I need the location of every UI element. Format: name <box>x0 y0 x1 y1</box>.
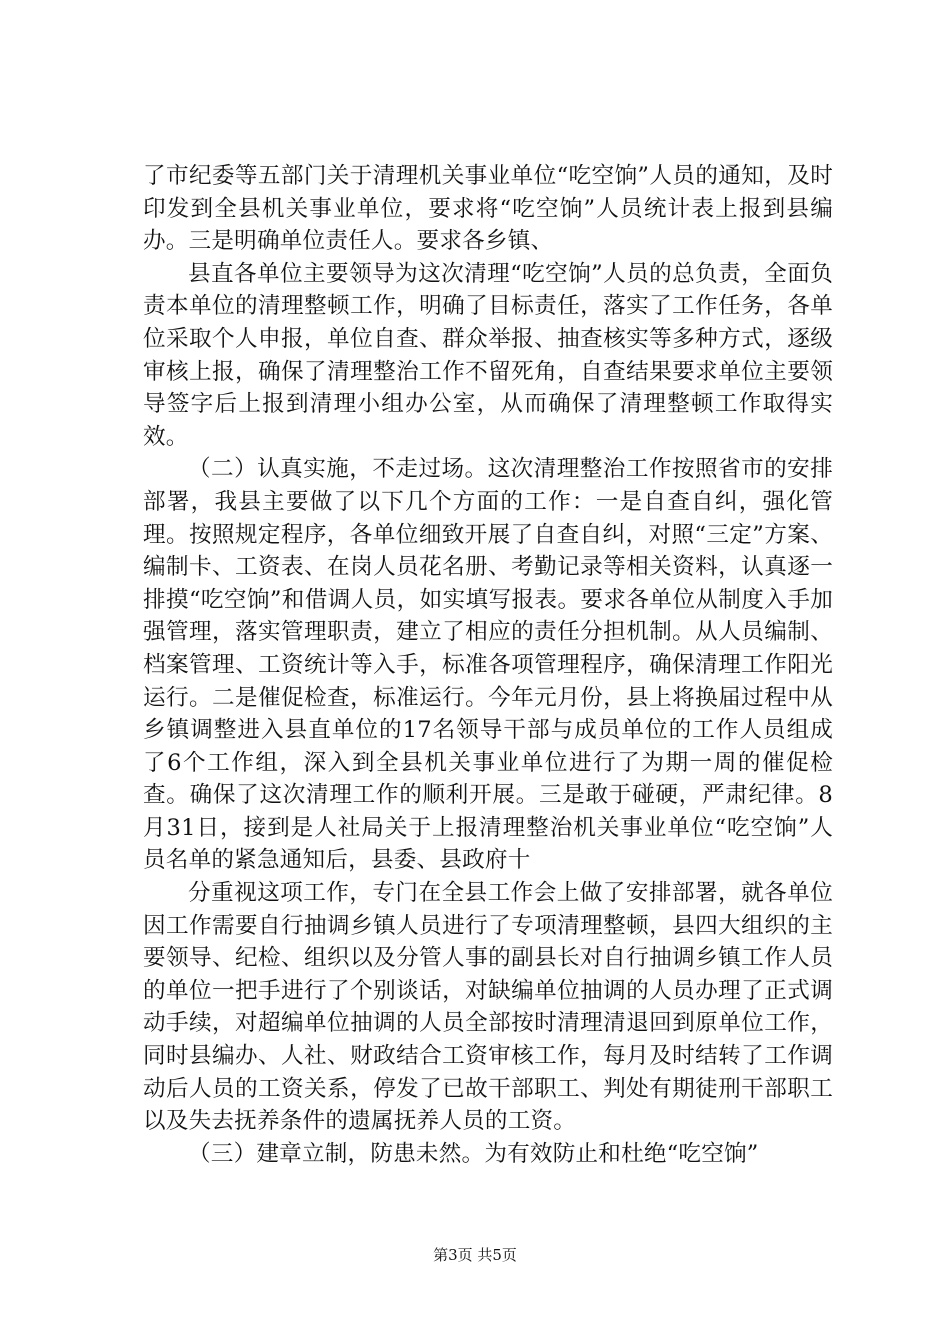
paragraph-3: （二）认真实施，不走过场。这次清理整治工作按照省市的安排部署，我县主要做了以下几个方面的工作：一是自查自纠，强化管理。按照规定程序，各单位细致开展了自查自纠，对照“三定”方案、编制卡、工资表、在岗人员花名册、考勤记录等相关资料，认真逐一排摸“吃空饷”和借调人员，如实填写报表。要求各单位从制度入手加强管理，落实管理职责，建立了相应的责任分担机制。从人员编制、档案管理、工资统计等入手，标准各项管理程序，确保清理工作阳光运行。二是催促检查，标准运行。今年元月份，县上将换届过程中从乡镇调整进入县直单位的17名领导干部与成员单位的工作人员组成了6个工作组，深入到全县机关事业单位进行了为期一周的催促检查。确保了这次清理工作的顺利开展。三是敢于碰硬，严肃纪律。8月31日，接到是人社局关于上报清理整治机关事业单位“吃空饷”人员名单的紧急通知后，县委、县政府十 <box>143 456 833 874</box>
paragraph-4: 分重视这项工作，专门在全县工作会上做了安排部署，就各单位因工作需要自行抽调乡镇人员进行了专项清理整顿，县四大组织的主要领导、纪检、组织以及分管人事的副县长对自行抽调乡镇工作人员的单位一把手进行了个别谈话，对缺编单位抽调的人员办理了正式调动手续，对超编单位抽调的人员全部按时清理清退回到原单位工作，同时县编办、人社、财政结合工资审核工作，每月及时结转了工作调动后人员的工资关系，停发了已故干部职工、判处有期徒刑干部职工以及失去抚养条件的遗属抚养人员的工资。 <box>143 880 833 1135</box>
paragraph-2: 县直各单位主要领导为这次清理“吃空饷”人员的总负责，全面负责本单位的清理整顿工作，明确了目标责任，落实了工作任务，各单位采取个人申报，单位自查、群众举报、抽查核实等多种方式，逐级审核上报，确保了清理整治工作不留死角，自查结果要求单位主要领导签字后上报到清理小组办公室，从而确保了清理整顿工作取得实效。 <box>143 260 833 450</box>
paragraph-1: 了市纪委等五部门关于清理机关事业单位“吃空饷”人员的通知，及时印发到全县机关事业单位，要求将“吃空饷”人员统计表上报到县编办。三是明确单位责任人。要求各乡镇、 <box>143 163 833 255</box>
page-number-footer: 第3页 共5页 <box>433 1246 517 1264</box>
paragraph-5: （三）建章立制，防患未然。为有效防止和杜绝“吃空饷” <box>188 1140 759 1167</box>
document-body <box>143 160 833 1170</box>
